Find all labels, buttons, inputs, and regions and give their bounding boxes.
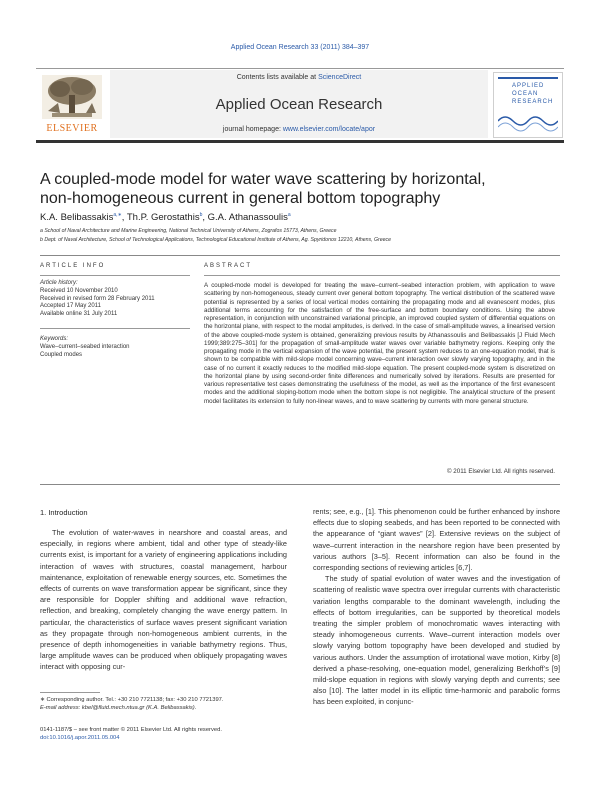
title-line-1: A coupled-mode model for water wave scattering by horizontal,	[40, 171, 486, 188]
doi-link[interactable]: doi:10.1016/j.apor.2011.05.004	[40, 735, 120, 741]
header-divider-top	[36, 68, 564, 69]
body-column-right	[313, 506, 560, 708]
history-item: Received 10 November 2010	[40, 287, 118, 294]
author-affiliation-mark[interactable]: a	[287, 212, 291, 218]
history-item: Received in revised form 28 February 2011	[40, 295, 155, 302]
elsevier-wordmark: ELSEVIER	[46, 123, 98, 134]
footnote-rule	[40, 692, 100, 693]
keyword: Coupled modes	[40, 351, 83, 358]
cover-line3: RESEARCH	[512, 99, 554, 105]
paragraph: rents; see, e.g., [1]. This phenomenon could be further enhanced by inshore effects due to sloping seabeds, and has been reported to be connected with the appearance of “giant waves” [2]. Extensive reviews on the subject of wave–current interaction in the nearshore region have been presented by various authors [3–5]. Recent information can also be found in the corresponding sections of reviewing articles [6,7].	[313, 507, 560, 573]
cover-line1: APPLIED	[512, 83, 545, 89]
section-divider	[40, 484, 560, 485]
cover-stripe	[498, 77, 558, 79]
bottom-meta	[40, 726, 287, 742]
introduction-heading: 1. Introduction	[40, 508, 88, 517]
keywords-block	[40, 336, 190, 359]
body-column-left	[40, 527, 287, 673]
author-email[interactable]: E-mail address: kbel@fluid.mech.ntua.gr (K.A. Belibassakis).	[40, 705, 197, 711]
journal-cover[interactable]	[493, 72, 563, 138]
author-list	[40, 212, 560, 223]
abstract-text: A coupled-mode model is developed for treating the wave–current–seabed interaction problem, with application to wave scattering by non-homogeneous, steady current over general bottom topography. The vertical distribution of the scattered wave potential is represented by a series of local vertical modes containing the propagating mode and all evanescent modes, plus additional terms accounting for the satisfaction of the free-surface and bottom boundary conditions. Using the above representation, in conjunction with unconstrained variational principle, an improved coupled system of differential equations on the horizontal plane, with respect to the modal amplitudes, is derived. In the case of small-amplitude waves, a linearised version of the above coupled-mode system is obtained, generalizing previous results by Athanassoulis and Belibassakis [J Fluid Mech 1999;389:275–301] for the propagation of small-amplitude water waves over variable bathymetry regions. Keeping only the propagating mode in the vertical expansion of the wave potential, the present system reduces to an one-equation model, that is shown to be compatible with mild-slope model concerning wave–current interaction over slowly varying topography, and in the case of no current it exactly reduces to the modified mild-slope equation. The present coupled-mode system is discretized on the horizontal plane by using second-order finite differences and numerically solved by iterations. Results are presented for various representative test cases demonstrating the usefulness of the model, as well as the importance of the first evanescent modes and the additional sloping-bottom mode when the bottom slope is not negligible. The analytical structure of the present model facilitates its extension to fully non-linear waves, and to wave scattering by currents with more general structure.	[204, 282, 555, 405]
author-separator: ,	[121, 212, 127, 224]
history-item: Available online 31 July 2011	[40, 311, 118, 318]
issn-line: 0141-1187/$ – see front matter © 2011 Elsevier Ltd. All rights reserved.	[40, 727, 222, 733]
author-separator: ,	[202, 212, 208, 224]
author-name[interactable]: K.A. Belibassakis	[40, 212, 114, 224]
paragraph: The study of spatial evolution of water waves and the investigation of scattering of realistic wave spectra over irregular currents with characteristic variation lengths comparable to the dominant wavelength, including the effects of bottom irregularities, can be supported by theoretical models treating the simpler problem of monochromatic waves interacting with steady inhomogeneous currents. Wave–current interaction models over slowly varying bottom topography have been developed and studied by various authors. Under the assumption of irrotational wave motion, Kirby [8] derived a phase-resolving, one-equation model, generalizing Berkhoff’s [9] mild-slope equation in regions with slowly varying depth and currents; see also [10]. The latter model in its elliptic time-harmonic and parabolic forms has been exploited, in conjunc-	[313, 574, 560, 707]
affiliation-b: b Dept. of Naval Architecture, School of Technological Applications, Technological Educational Institute of Athens, Ag. Spyridonos 12210, Athens, Greece	[40, 237, 392, 243]
keyword: Wave–current–seabed interaction	[40, 343, 130, 350]
article-info-rule	[40, 328, 190, 329]
history-item: Accepted 17 May 2011	[40, 303, 101, 310]
author-affiliation-mark[interactable]: a,∗	[113, 212, 122, 218]
homepage-prefix: journal homepage:	[222, 126, 283, 133]
sciencedirect-link[interactable]: ScienceDirect	[318, 74, 362, 81]
journal-name: Applied Ocean Research	[215, 96, 383, 113]
contents-line	[110, 74, 488, 81]
author-affiliation-mark[interactable]: b	[199, 212, 203, 218]
elsevier-logo[interactable]	[40, 73, 104, 135]
footnote	[40, 696, 287, 712]
abstract-heading: ABSTRACT	[204, 263, 253, 269]
corresponding-author: ∗ Corresponding author. Tel.: +30 210 7721138; fax: +30 210 7721397.	[40, 697, 224, 703]
journal-homepage	[110, 126, 488, 133]
journal-reference[interactable]: Applied Ocean Research 33 (2011) 384–397	[230, 44, 370, 51]
abstract-rule	[204, 275, 560, 276]
article-info-rule	[40, 275, 190, 276]
title-line-2: non-homogeneous current in general bottom topography	[40, 190, 441, 207]
author-name[interactable]: Th.P. Gerostathis	[126, 212, 200, 224]
paragraph: The evolution of water-waves in nearshore and coastal areas, and especially, in regions where ambient, tidal and other type of steady-like currents exist, is important for a variety of engineering applications including interaction of waves with structures, coastal management, harbour maintenance, exploitation of renewable energy sources, etc. Sometimes the effects of currents on wave transformation appear be significant, since they are responsible for Doppler shifting and additional wave refraction, reflection, and breaking, completely changing the wave energy pattern. In particular, the characteristics of surface waves present significant variation as they propagate through non-homogeneous ambient currents, in the presence of depth inhomogeneities in variable bathymetry regions. Thus, large amplitude waves can be produced when obliquely propagating waves interact with opposing cur-	[40, 528, 287, 672]
keywords-label: Keywords:	[40, 336, 69, 342]
homepage-link[interactable]: www.elsevier.com/locate/apor	[282, 126, 376, 133]
affiliation-a: a School of Naval Architecture and Marine Engineering, National Technical University of Athens, Zografos 15773, Athens, Greece	[40, 228, 337, 234]
author-name[interactable]: G.A. Athanassoulis	[207, 212, 288, 224]
cover-line2: OCEAN	[512, 91, 539, 97]
article-title	[40, 170, 570, 208]
contents-prefix: Contents lists available at	[236, 74, 319, 81]
article-info-heading: ARTICLE INFO	[40, 263, 106, 269]
header-divider-bottom	[36, 140, 564, 143]
article-history	[40, 280, 190, 319]
section-divider	[40, 255, 560, 256]
copyright: © 2011 Elsevier Ltd. All rights reserved.	[447, 468, 555, 475]
wave-icon	[498, 109, 558, 133]
history-label: Article history:	[40, 280, 78, 286]
